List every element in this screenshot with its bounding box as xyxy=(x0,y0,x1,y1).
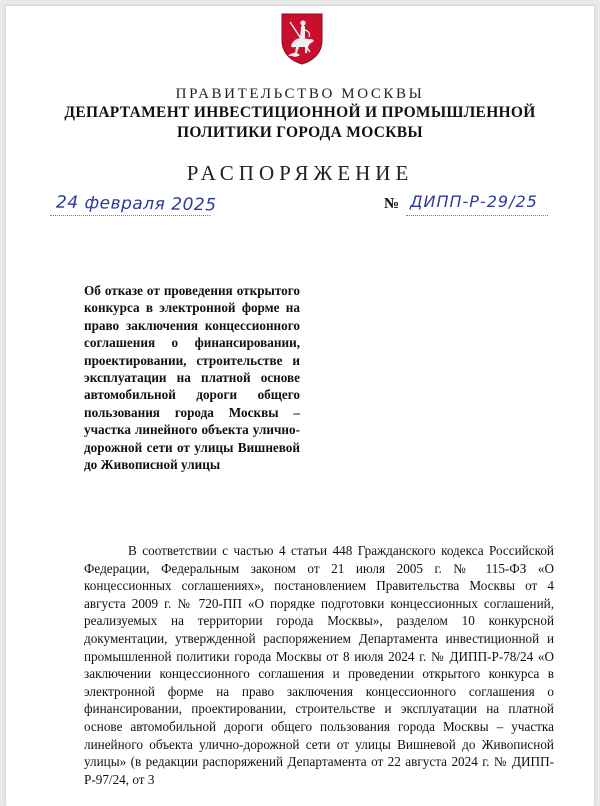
document-number: ДИПП-Р-29/25 xyxy=(410,192,538,211)
document-date: 24 февраля 2025 xyxy=(55,192,217,216)
document-body: В соответствии с частью 4 статьи 448 Гражданского кодекса Российской Федерации, Федеральным законом от 21 июля 2005 г. № 115-ФЗ «О концессионных соглашениях», постановлением Правительства Москвы от 4 августа 2009 г. № 720-ПП «О порядке подготовки концессионных соглашений, реализуемых на территории города Москвы», разделом 10 конкурсной документации, утвержденной распоряжением Департамента инвестиционной и промышленной политики города Москвы от 8 июля 2024 г. № ДИПП-Р-78/24 «О заключении концессионного соглашения и проведении открытого конкурса в электронной форме на право заключения концессионного соглашения о финансировании, проектировании, строительстве и эксплуатации на платной основе автомобильной дороги общего пользования города Москвы – участка линейного объекта улично-дорожной сети от улицы Вишневой до Живописной улицы» (в редакции распоряжений Департамента от 22 августа 2024 г. № ДИПП-Р-97/24, от 3 xyxy=(84,543,554,787)
moscow-coat-of-arms-icon xyxy=(278,10,326,66)
document-page xyxy=(6,6,594,806)
date-underline xyxy=(50,215,210,216)
number-underline xyxy=(406,215,548,216)
document-subject: Об отказе от проведения открытого конкурса в электронной форме на право заключения концессионного соглашения о финансировании, проектировании, строительстве и эксплуатации на платной основе автомобильной дороги общего пользования города Москвы – участка линейного объекта улично-дорожной сети от улицы Вишневой до Живописной улицы xyxy=(84,283,300,473)
government-title: ПРАВИТЕЛЬСТВО МОСКВЫ xyxy=(175,86,425,102)
department-title-line1: ДЕПАРТАМЕНТ ИНВЕСТИЦИОННОЙ И ПРОМЫШЛЕННОЙ xyxy=(64,104,536,121)
department-title-line2: ПОЛИТИКИ ГОРОДА МОСКВЫ xyxy=(177,124,423,141)
document-type: РАСПОРЯЖЕНИЕ xyxy=(186,161,414,185)
number-label: № xyxy=(384,196,400,212)
